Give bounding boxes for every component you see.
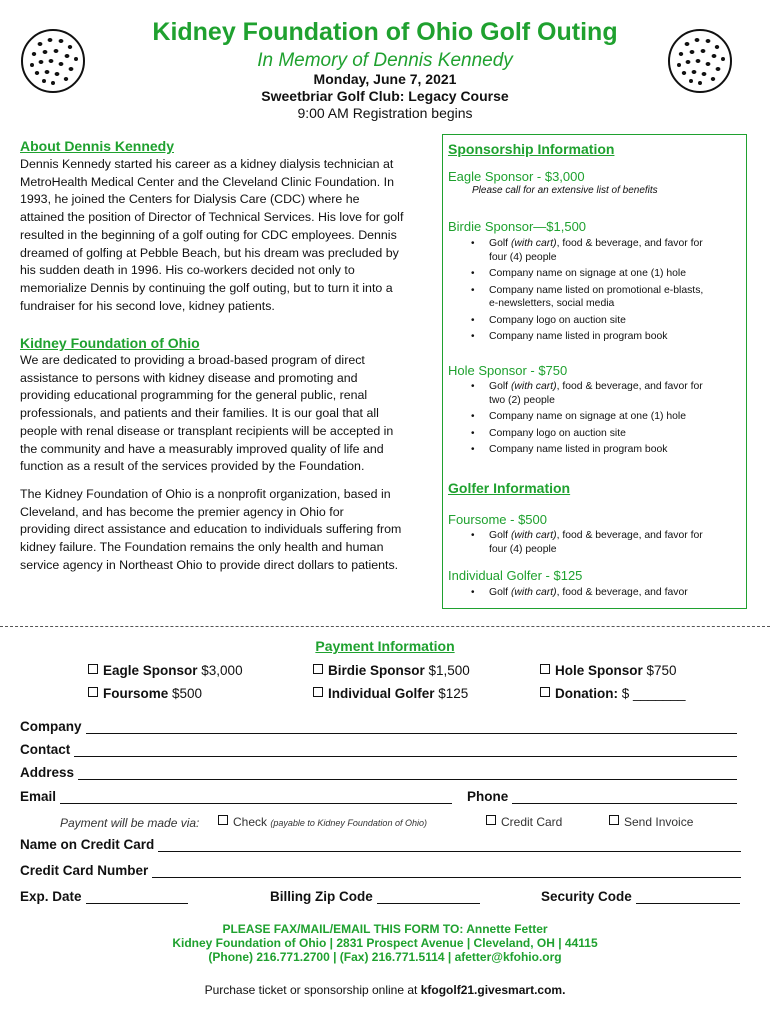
credit-card-option[interactable]: Credit Card xyxy=(486,815,562,829)
field-label: Billing Zip Code xyxy=(270,889,373,904)
send-invoice-option[interactable]: Send Invoice xyxy=(609,815,693,829)
field-label: Credit Card Number xyxy=(20,863,149,878)
list-item: • Golf (with cart), food & beverage, and favor for four (4) people xyxy=(443,529,743,556)
address-field[interactable] xyxy=(20,765,737,780)
about-text xyxy=(20,156,435,315)
text-line: 1993, he joined the Centers for Dialysis Care (CDC) where he xyxy=(20,192,360,207)
birdie-benefits-list xyxy=(443,237,743,347)
page-title: Kidney Foundation of Ohio Golf Outing xyxy=(152,18,618,46)
payment-method-label: Payment will be made via: xyxy=(60,816,200,830)
about-section xyxy=(20,138,435,315)
sponsorship-box xyxy=(442,134,747,609)
list-item: • Company name on signage at one (1) hole xyxy=(443,410,743,424)
individual-golfer-label: Individual Golfer - $125 xyxy=(448,568,583,583)
list-item: • Golf (with cart), food & beverage, and favor xyxy=(443,586,743,600)
checkbox[interactable] xyxy=(313,664,323,674)
text-line: kidney failure. The Foundation remains the only health and human xyxy=(20,540,384,555)
registration-time: 9:00 AM Registration begins xyxy=(297,105,473,121)
kfo-mission-text xyxy=(20,352,435,476)
text-line: assistance to persons with kidney disease and promoting and xyxy=(20,370,358,385)
text-line: memorialize Dennis by continuing the golf outing, but to turn it into a xyxy=(20,280,393,295)
kfo-heading: Kidney Foundation of Ohio xyxy=(20,335,200,351)
text-line: his sudden death in 1996. His co-workers decided not only to xyxy=(20,263,355,278)
text-line: Cleveland, and has become the premier agency in Ohio for xyxy=(20,504,344,519)
field-label: Name on Credit Card xyxy=(20,837,155,852)
text-line: dreamed of golfing at Pebble Beach, but his dream was precluded by xyxy=(20,245,399,260)
list-item: • Company logo on auction site xyxy=(443,427,743,441)
text-line: people with renal disease or transplant recipients will be accepted in xyxy=(20,423,394,438)
footer-contact: (Phone) 216.771.2700 | (Fax) 216.771.5114 | afetter@kfohio.org xyxy=(208,950,562,964)
individual-golfer-option[interactable]: Individual Golfer $125 xyxy=(313,686,468,701)
text-line: service agency in Northeast Ohio to provide direct dollars to patients. xyxy=(20,557,399,572)
cut-line-divider xyxy=(0,626,770,627)
footer-address: Kidney Foundation of Ohio | 2831 Prospect Avenue | Cleveland, OH | 44115 xyxy=(172,936,598,950)
name-on-card-input[interactable] xyxy=(158,839,741,852)
checkbox[interactable] xyxy=(218,815,228,825)
text-line: attained the position of Director of Technical Services. His love for golf xyxy=(20,210,404,225)
checkbox[interactable] xyxy=(540,687,550,697)
checkbox[interactable] xyxy=(486,815,496,825)
text-line: resulted in the beginning of a golf outing for CDC employees. Dennis xyxy=(20,227,397,242)
text-line: the community and have a measurably improved quality of life and xyxy=(20,441,384,456)
field-label: Address xyxy=(20,765,75,780)
text-line: We are dedicated to providing a broad-based program of direct xyxy=(20,353,365,367)
text-line: function as a result of the services provided by the Foundation. xyxy=(20,459,365,474)
eagle-sponsor-option[interactable]: Eagle Sponsor $3,000 xyxy=(88,663,243,678)
kfo-about-text xyxy=(20,486,435,575)
field-label: Company xyxy=(20,719,82,734)
contact-field[interactable] xyxy=(20,742,737,757)
list-item: • Company name listed in program book xyxy=(443,443,743,457)
checkbox[interactable] xyxy=(88,664,98,674)
list-item: • Golf (with cart), food & beverage, and favor for two (2) people xyxy=(443,380,743,407)
text-line: MetroHealth Medical Center and the Cleveland Clinic Foundation. In xyxy=(20,174,394,189)
email-field[interactable] xyxy=(20,789,452,804)
checkbox[interactable] xyxy=(88,687,98,697)
foursome-label: Foursome - $500 xyxy=(448,512,547,527)
birdie-sponsor-option[interactable]: Birdie Sponsor $1,500 xyxy=(313,663,470,678)
list-item: • Golf (with cart), food & beverage, and favor for four (4) people xyxy=(443,237,743,264)
hole-benefits-list xyxy=(443,380,743,460)
list-item: • Company name on signage at one (1) hole xyxy=(443,267,743,281)
company-input[interactable] xyxy=(86,721,737,734)
text-line: professionals, and patients and their families. It is our goal that all xyxy=(20,406,379,421)
footer-mail-to: PLEASE FAX/MAIL/EMAIL THIS FORM TO: Annette Fetter xyxy=(222,922,548,936)
golfer-heading: Golfer Information xyxy=(448,480,571,496)
email-input[interactable] xyxy=(60,791,452,804)
checkbox[interactable] xyxy=(540,664,550,674)
text-line: fundraiser for his second love, kidney patients. xyxy=(20,298,275,313)
text-line: Dennis Kennedy started his career as a kidney dialysis technician at xyxy=(20,157,394,171)
exp-date-field[interactable] xyxy=(20,889,188,904)
event-date: Monday, June 7, 2021 xyxy=(313,71,457,87)
online-purchase-note: Purchase ticket or sponsorship online at kfogolf21.givesmart.com. xyxy=(204,983,566,997)
exp-date-input[interactable] xyxy=(86,891,188,904)
individual-benefits-list xyxy=(443,586,743,603)
security-code-input[interactable] xyxy=(636,891,740,904)
eagle-sponsor-note: Please call for an extensive list of benefits xyxy=(472,185,658,196)
hole-sponsor-option[interactable]: Hole Sponsor $750 xyxy=(540,663,677,678)
list-item: • Company name listed on promotional e-blasts, e-newsletters, social media xyxy=(443,284,743,311)
phone-field[interactable] xyxy=(467,789,737,804)
event-venue: Sweetbriar Golf Club: Legacy Course xyxy=(261,88,509,104)
field-label: Email xyxy=(20,789,57,804)
security-code-field[interactable] xyxy=(541,889,740,904)
page-subtitle: In Memory of Dennis Kennedy xyxy=(257,50,513,71)
check-option[interactable]: Check (payable to Kidney Foundation of Ohio) xyxy=(218,815,427,829)
checkbox[interactable] xyxy=(313,687,323,697)
donation-option[interactable]: Donation: $ _______ xyxy=(540,686,686,701)
eagle-sponsor-label: Eagle Sponsor - $3,000 xyxy=(448,169,585,184)
contact-input[interactable] xyxy=(74,744,737,757)
field-label: Security Code xyxy=(541,889,632,904)
card-number-input[interactable] xyxy=(152,865,741,878)
field-label: Phone xyxy=(467,789,509,804)
foursome-option[interactable]: Foursome $500 xyxy=(88,686,202,701)
company-field[interactable] xyxy=(20,719,737,734)
address-input[interactable] xyxy=(78,767,737,780)
list-item: • Company logo on auction site xyxy=(443,314,743,328)
about-heading: About Dennis Kennedy xyxy=(20,138,175,154)
foursome-benefits-list xyxy=(443,529,743,559)
billing-zip-field[interactable] xyxy=(270,889,480,904)
payment-heading: Payment Information xyxy=(315,638,455,654)
sponsorship-heading: Sponsorship Information xyxy=(448,141,615,157)
checkbox[interactable] xyxy=(609,815,619,825)
online-url-link[interactable]: kfogolf21.givesmart.com. xyxy=(420,983,566,997)
kfo-section xyxy=(20,335,435,574)
text-line: providing direct assistance and education to individuals suffering from xyxy=(20,522,402,537)
hole-sponsor-label: Hole Sponsor - $750 xyxy=(448,363,568,378)
name-on-card-field[interactable] xyxy=(20,837,741,852)
list-item: • Company name listed in program book xyxy=(443,330,743,344)
billing-zip-input[interactable] xyxy=(377,891,480,904)
text-line: providing educational programming for the general public, renal xyxy=(20,388,368,403)
card-number-field[interactable] xyxy=(20,863,741,878)
text-line: The Kidney Foundation of Ohio is a nonprofit organization, based in xyxy=(20,486,391,501)
field-label: Contact xyxy=(20,742,71,757)
phone-input[interactable] xyxy=(512,791,737,804)
birdie-sponsor-label: Birdie Sponsor—$1,500 xyxy=(448,219,587,234)
field-label: Exp. Date xyxy=(20,889,82,904)
